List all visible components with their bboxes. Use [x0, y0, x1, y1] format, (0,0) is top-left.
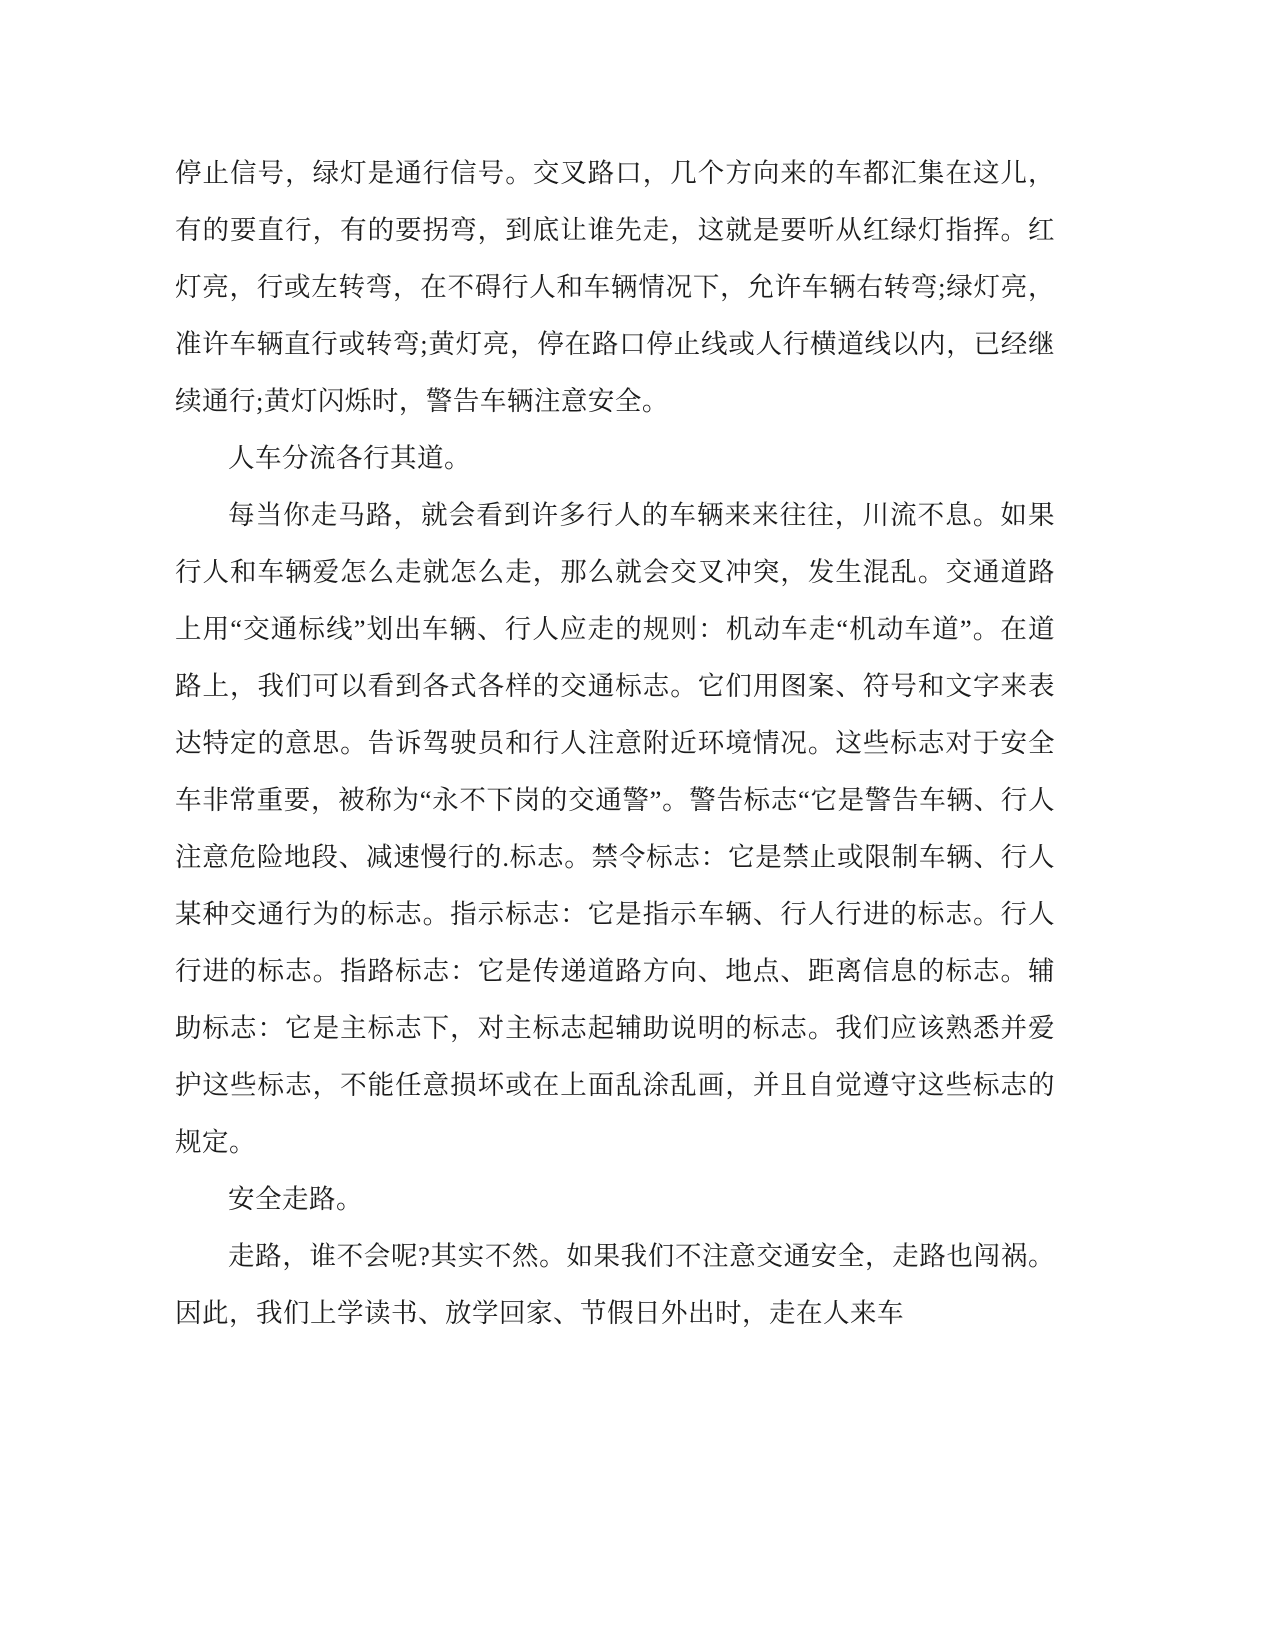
paragraph-5: 走路，谁不会呢?其实不然。如果我们不注意交通安全，走路也闯祸。因此，我们上学读书、放学回家、节假日外出时，走在人来车	[175, 1241, 1055, 1328]
paragraph-3: 每当你走马路，就会看到许多行人的车辆来来往往，川流不息。如果行人和车辆爱怎么走就怎么走，那么就会交叉冲突，发生混乱。交通道路上用“交通标线”划出车辆、行人应走的规则：机动车走“机动车道”。在道路上，我们可以看到各式各样的交通标志。它们用图案、符号和文字来表达特定的意思。告诉驾驶员和行人注意附近环境情况。这些标志对于安全车非常重要，被称为“永不下岗的交通警”。警告标志“它是警告车辆、行人注意危险地段、减速慢行的.标志。禁令标志：它是禁止或限制车辆、行人某种交通行为的标志。指示标志：它是指示车辆、行人行进的标志。行人行进的标志。指路标志：它是传递道路方向、地点、距离信息的标志。辅助标志：它是主标志下，对主标志起辅助说明的标志。我们应该熟悉并爱护这些标志，不能任意损坏或在上面乱涂乱画，并且自觉遵守这些标志的规定。	[175, 500, 1055, 1157]
paragraph-1: 停止信号，绿灯是通行信号。交叉路口，几个方向来的车都汇集在这儿，有的要直行，有的要拐弯，到底让谁先走，这就是要听从红绿灯指挥。红灯亮，行或左转弯，在不碍行人和车辆情况下，允许车辆右转弯;绿灯亮，准许车辆直行或转弯;黄灯亮，停在路口停止线或人行横道线以内，已经继续通行;黄灯闪烁时，警告车辆注意安全。	[175, 158, 1055, 416]
paragraph-4: 安全走路。	[228, 1184, 363, 1214]
paragraph-2: 人车分流各行其道。	[228, 443, 471, 473]
document-body	[175, 145, 1055, 1342]
